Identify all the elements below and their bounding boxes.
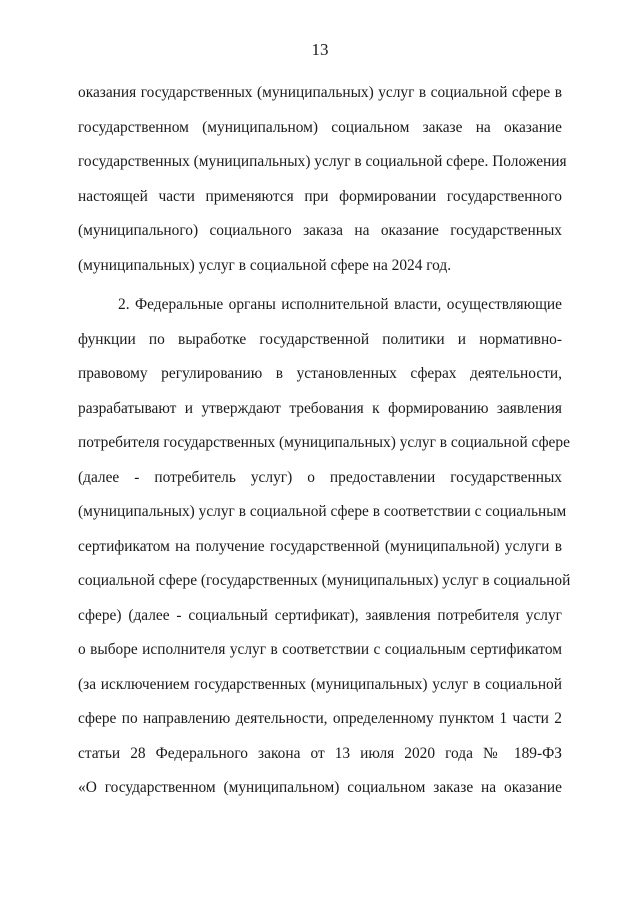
paragraph-line: настоящей части применяются при формировании государственного xyxy=(78,187,562,205)
paragraph-line: правовому регулированию в установленных сферах деятельности, xyxy=(78,365,562,382)
paragraph-line: (муниципального) социального заказа на оказание государственных xyxy=(78,222,562,239)
paragraph-line: государственных (муниципальных) услуг в социальной сфере. Положения xyxy=(78,153,567,170)
paragraph-line: «О государственном (муниципальном) социальном заказе на оказание xyxy=(78,779,562,796)
paragraph-line: 2. Федеральные органы исполнительной власти, осуществляющие xyxy=(118,296,562,313)
paragraph-line: сфере) (далее - социальный сертификат), заявления потребителя услуг xyxy=(78,606,562,624)
paragraph-line: (за исключением государственных (муниципальных) услуг в социальной xyxy=(78,675,562,693)
document-body xyxy=(78,78,571,808)
paragraph-line: (муниципальных) услуг в социальной сфере в соответствии с социальным xyxy=(78,503,567,520)
paragraph-line: (муниципальных) услуг в социальной сфере на 2024 год. xyxy=(78,256,452,274)
page-number: 13 xyxy=(311,40,329,59)
paragraph-line: оказания государственных (муниципальных) услуг в социальной сфере в xyxy=(78,84,562,101)
paragraph-line: о выборе исполнителя услуг в соответствии с социальным сертификатом xyxy=(78,641,562,658)
paragraph-line: статьи 28 Федерального закона от 13 июля 2020 года № 189-ФЗ xyxy=(78,744,562,762)
paragraph-1 xyxy=(78,78,567,285)
paragraph-2 xyxy=(78,290,571,808)
paragraph-line: функции по выработке государственной политики и нормативно- xyxy=(78,330,562,348)
paragraph-line: государственном (муниципальном) социальном заказе на оказание xyxy=(78,118,562,136)
paragraph-line: сфере по направлению деятельности, определенному пунктом 1 части 2 xyxy=(78,710,562,727)
paragraph-line: (далее - потребитель услуг) о предоставлении государственных xyxy=(78,468,562,486)
paragraph-line: сертификатом на получение государственной (муниципальной) услуги в xyxy=(78,537,562,555)
paragraph-line: социальной сфере (государственных (муниципальных) услуг в социальной xyxy=(78,572,571,589)
paragraph-line: разрабатывают и утверждают требования к формированию заявления xyxy=(78,399,562,417)
paragraph-line: потребителя государственных (муниципальных) услуг в социальной сфере xyxy=(78,434,570,451)
